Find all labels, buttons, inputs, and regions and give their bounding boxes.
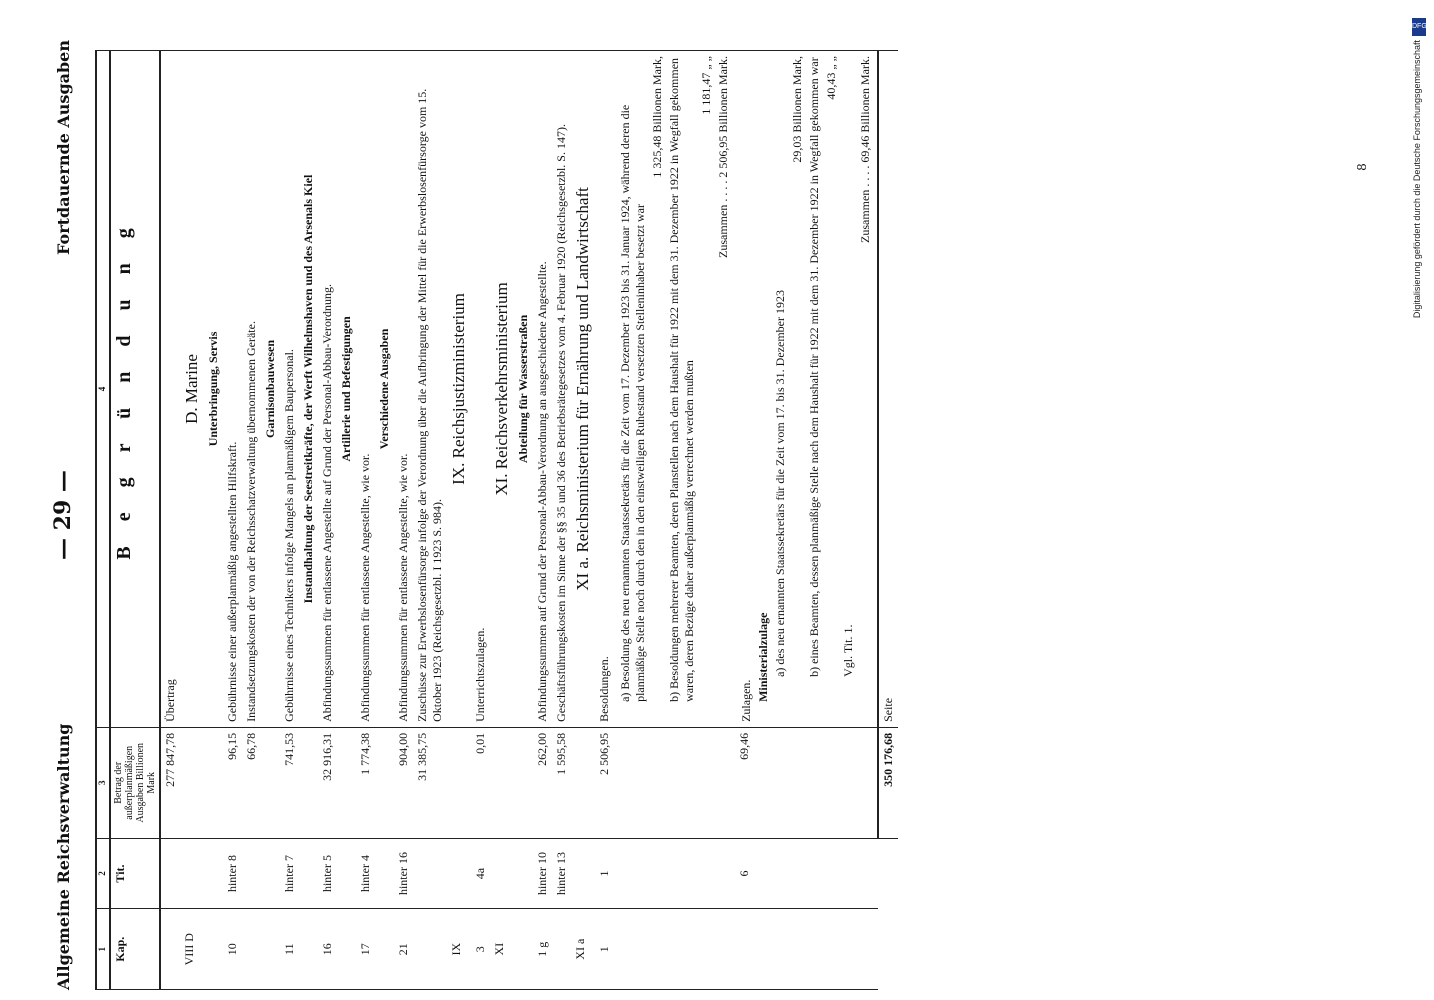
cell-tit: 1 [595, 838, 614, 909]
cell-betrag: 0,01 [471, 727, 490, 838]
cell-betrag: 262,00 [533, 727, 552, 838]
table-row [160, 51, 180, 990]
col-num-3: 3 [96, 727, 110, 838]
cell-betrag [299, 727, 318, 838]
cell-text: Verschiedene Ausgaben [375, 51, 394, 728]
cell-text: IX. Reichsjustizministerium [447, 51, 471, 728]
cell-kap [413, 909, 447, 990]
cell-betrag: 66,78 [242, 727, 261, 838]
cell-text: Artillerie und Befestigungen [337, 51, 356, 728]
cell-kap [160, 909, 180, 990]
cell-tit [337, 838, 356, 909]
cell-text: Abfindungssummen auf Grund der Personal-Abbau-Verordnung an ausgeschiedene Angestellte. [533, 51, 552, 728]
zulagen-subtitle: Ministerialzulage [756, 612, 770, 702]
cell-kap: XI [490, 909, 514, 990]
cell-kap: 1 [595, 909, 614, 990]
cell-kap: 16 [318, 909, 337, 990]
cell-tit [490, 838, 514, 909]
table-row [375, 51, 394, 990]
table-row [571, 51, 595, 990]
cell-tit: 4a [471, 838, 490, 909]
cell-kap: 10 [223, 909, 242, 990]
table-row [533, 51, 552, 990]
cell-betrag [514, 727, 533, 838]
cell-kap: XI a [571, 909, 595, 990]
cell-betrag: 277 847,78 [160, 727, 180, 838]
cell-betrag [261, 727, 280, 838]
cell-kap [375, 909, 394, 990]
cell-betrag [375, 727, 394, 838]
cell-text: XI a. Reichsministerium für Ernährung und Landwirtschaft [571, 51, 595, 728]
table-row [552, 51, 571, 990]
table-row [471, 51, 490, 990]
footer-total: 350 176,68 [878, 727, 898, 838]
cell-text: Abfindungssummen für entlassene Angestellte, wie vor. [356, 51, 375, 728]
besoldung-b-text: b) Besoldungen mehrerer Beamten, deren Planstellen nach dem Haushalt für 1922 mit dem 31. Dezember 1922 in Wegfall gekommen waren, deren Bezüge daher außerplanmäßig verrechnet werden mußten [667, 57, 696, 702]
header-left: Allgemeine Reichsverwaltung [54, 723, 73, 990]
footer-text: Seite [878, 51, 898, 728]
page-header [50, 10, 90, 990]
cell-betrag [337, 727, 356, 838]
cell-betrag: 2 506,95 [595, 727, 614, 838]
cell-betrag: 904,00 [394, 727, 413, 838]
cell-betrag [447, 727, 471, 838]
cell-tit [180, 838, 204, 909]
cell-tit: hinter 10 [533, 838, 552, 909]
zulagen-title: Zulagen. [739, 679, 753, 722]
cell-kap: 21 [394, 909, 413, 990]
table-row [299, 51, 318, 990]
cell-tit [413, 838, 447, 909]
cell-tit [514, 838, 533, 909]
besoldung-sum-amount: 2 506,95 Billionen Mark. [716, 56, 730, 178]
cell-kap [242, 909, 261, 990]
cell-betrag [571, 727, 595, 838]
zulagen-a-text: a) des neu ernannten Staatssekretärs für die Zeit vom 17. bis 31. Dezember 1923 [773, 290, 787, 677]
cell-text: Instandhaltung der Seestreitkräfte, der Werft Wilhelmshaven und des Arsenals Kiel [299, 51, 318, 728]
cell-tit [204, 838, 223, 909]
col-num-1: 1 [96, 909, 110, 990]
table-row [447, 51, 471, 990]
zulagen-sum-label: Zusammen [858, 189, 872, 243]
cell-tit [571, 838, 595, 909]
cell-betrag: 741,53 [280, 727, 299, 838]
cell-betrag: 96,15 [223, 727, 242, 838]
zulagen-sum-amount: 69,46 Billionen Mark. [858, 56, 872, 163]
cell-tit [447, 838, 471, 909]
cell-betrag [490, 727, 514, 838]
table-row [180, 51, 204, 990]
rotated-document [50, 10, 1390, 990]
cell-kap [514, 909, 533, 990]
cell-text: Gebührnisse einer außerplanmäßig angestellten Hilfskraft. [223, 51, 242, 728]
zulagen-b-text: b) eines Beamten, dessen planmäßige Stelle nach dem Haushalt für 1922 mit dem 31. Dezember 1922 in Wegfall gekommen war [807, 57, 821, 677]
side-note [1412, 10, 1428, 990]
table-row [356, 51, 375, 990]
budget-table: 1 2 3 4 Kap. Tit. Betrag der außerplanmäßigen Ausgaben Billionen Mark B e g r ü n d u n g 277 847,78 Übertrag VIII D D. Marine Unterbringung, Servis 10 hinter 8 96,15 Gebührnisse einer außerplanmäßig angestellten Hilfskraft. 66,78 Instandsetzungskosten der von der Reichsschatzverwaltung übernommenen Geräte. Garnisonbauwesen 11 hinter 7 741,53 Gebührnisse eines Technikers infolge Mangels an planmäßigem Baupersonal. Instandhaltung der Seestreitkräfte, der Werft Wilhelmshaven und des Arsenals Kiel 16 hinter 5 32 916,31 Abfindungssummen für entlassene Angestellte auf Grund der Personal-Abbau-Verordnung. Artillerie und Befestigungen 17 hinter 4 1 774,38 Abfindungssummen für entlassene Angestellte, wie vor. Verschiedene Ausgaben 21 hinter 16 904,00 Abfindungssummen für entlassene Angestellte, wie vor. 31 385,75 Zuschüsse zur Erwerbslosenfürsorge infolge der Verordnung über die Aufbringung der Mittel für die Erwerbslosenfürsorge vom 15. Oktober 1923 (Reichsgesetzbl. I 1923 S. 984). IX IX. Reichsjustizministerium 3 4a 0,01 Unterrichtszulagen. XI XI. Reichsverkehrsministerium Abteilung für Wasserstraßen 1 g hinter 10 262,00 Abfindungssummen auf Grund der Personal-Abbau-Verordnung an ausgeschiedene Angestellte. hinter 13 1 595,58 Geschäftsführungskosten im Sinne der §§ 35 und 36 des Betriebsrätegesetzes vom 4. Februar 1920 (Reichsgesetzbl. S. 147). XI a XI a. Reichsministerium für Ernährung und Landwirtschaft 1 1 2 506,95 Besoldungen. a) Besoldung des neu ernannten Staatssekretärs für die Zeit vom 17. Dezember 1923 bis 31. Januar 1924, während deren die planmäßige Stelle noch durch den in den einstweiligen Ruhestand versetzten Stelleninhaber besetzt war 1 325,48 Billionen Mark, b) Besoldungen mehrerer Beamten, deren Planstellen nach dem Haushalt für 1922 mit dem 31. Dezember 1922 in Wegfall gekommen waren, deren Bezüge daher außerplanmäßig verrechnet werden mußten 1 181,47 „ „ Zusammen . . . . 2 506,95 Billionen Mark. 6 69,46 Zulagen. Ministerialzulage a) des neu ernannten Staatssekretärs für die Zeit vom 17. bis 31. Dezember 1923 29,03 Billionen Mark, b) eines Beamten, dessen planmäßige Stelle nach dem Haushalt für 1922 mit dem 31. Dezember 1922 in Wegfall gekommen war 40,43 „ „ Vgl. Tit. 1. Zusammen . . . . 69,46 Billionen Mark. 350 176,68 Seite [95, 50, 898, 990]
cell-text: Geschäftsführungskosten im Sinne der §§ 35 und 36 des Betriebsrätegesetzes vom 4. Februar 1920 (Reichsgesetzbl. S. 147). [552, 51, 571, 728]
table-row [318, 51, 337, 990]
zulagen-b-amount: 40,43 „ „ [824, 56, 838, 100]
cell-tit [375, 838, 394, 909]
cell-tit: hinter 7 [280, 838, 299, 909]
table-row [490, 51, 514, 990]
col-header-begruendung: B e g r ü n d u n g [110, 51, 160, 728]
table-row [280, 51, 299, 990]
cell-kap [299, 909, 318, 990]
cell-text: Übertrag [160, 51, 180, 728]
cell-tit: hinter 5 [318, 838, 337, 909]
cell-text: Zuschüsse zur Erwerbslosenfürsorge infolge der Verordnung über die Aufbringung der Mittel für die Erwerbslosenfürsorge vom 15. Oktober 1923 (Reichsgesetzbl. I 1923 S. 984). [413, 51, 447, 728]
besoldung-a-text: a) Besoldung des neu ernannten Staatssekretärs für die Zeit vom 17. Dezember 1923 bis 31. Januar 1924, während deren die planmäßige Stelle noch durch den in den einstweiligen Ruhestand versetzten Stelleninhaber besetzt war [618, 104, 647, 702]
cell-kap: 3 [471, 909, 490, 990]
cell-kap [204, 909, 223, 990]
cell-kap: 11 [280, 909, 299, 990]
cell-kap [261, 909, 280, 990]
cell-text: Instandsetzungskosten der von der Reichsschatzverwaltung übernommenen Geräte. [242, 51, 261, 728]
cell-tit: hinter 8 [223, 838, 242, 909]
page-number: 8 [1354, 163, 1369, 171]
cell-tit: hinter 13 [552, 838, 571, 909]
cell-text: XI. Reichsverkehrsministerium [490, 51, 514, 728]
cell-text: Abfindungssummen für entlassene Angestellte auf Grund der Personal-Abbau-Verordnung. [318, 51, 337, 728]
zulagen-tit: 6 [735, 838, 878, 909]
table-row [394, 51, 413, 990]
col-header-betrag: Betrag der außerplanmäßigen Ausgaben Billionen Mark [110, 727, 160, 838]
cell-tit [242, 838, 261, 909]
col-num-2: 2 [96, 838, 110, 909]
cell-tit: hinter 4 [356, 838, 375, 909]
table-row [242, 51, 261, 990]
side-note-text: Digitalisierung gefördert durch die Deutsche Forschungsgemeinschaft [1412, 40, 1422, 319]
table-row [413, 51, 447, 990]
cell-betrag [204, 727, 223, 838]
cell-kap: VIII D [180, 909, 204, 990]
col-header-tit: Tit. [110, 838, 160, 909]
zulagen-betrag: 69,46 [735, 727, 878, 838]
cell-tit [261, 838, 280, 909]
besoldung-a-amount: 1 325,48 Billionen Mark, [650, 56, 664, 178]
besoldung-detail-row: a) Besoldung des neu ernannten Staatssekretärs für die Zeit vom 17. Dezember 1923 bis 31. Januar 1924, während deren die planmäßige Stelle noch durch den in den einstweiligen Ruhestand versetzten Stelleninhaber besetzt war 1 325,48 Billionen Mark, b) Besoldungen mehrerer Beamten, deren Planstellen nach dem Haushalt für 1922 mit dem 31. Dezember 1922 in Wegfall gekommen waren, deren Bezüge daher außerplanmäßig verrechnet werden mußten 1 181,47 „ „ Zusammen . . . . 2 506,95 Billionen Mark. [614, 51, 735, 990]
header-right: Fortdauernde Ausgaben [54, 40, 73, 255]
cell-text: D. Marine [180, 51, 204, 728]
cell-tit [160, 838, 180, 909]
col-header-kap: Kap. [110, 909, 160, 990]
cell-text: Abfindungssummen für entlassene Angestellte, wie vor. [394, 51, 413, 728]
cell-tit: hinter 16 [394, 838, 413, 909]
cell-kap: IX [447, 909, 471, 990]
cell-text: Besoldungen. [595, 51, 614, 728]
besoldung-sum-label: Zusammen [716, 204, 730, 258]
cell-betrag [180, 727, 204, 838]
zulagen-a-amount: 29,03 Billionen Mark, [790, 56, 804, 163]
table-row [261, 51, 280, 990]
cell-betrag: 31 385,75 [413, 727, 447, 838]
header-page-number: — 29 — [50, 470, 76, 560]
cell-kap [337, 909, 356, 990]
cell-text: Unterbringung, Servis [204, 51, 223, 728]
cell-text: Gebührnisse eines Technikers infolge Mangels an planmäßigem Baupersonal. [280, 51, 299, 728]
cell-text: Unterrichtszulagen. [471, 51, 490, 728]
cell-text: Garnisonbauwesen [261, 51, 280, 728]
table-row [204, 51, 223, 990]
cell-kap: 17 [356, 909, 375, 990]
zulagen-ref: Vgl. Tit. 1. [841, 624, 855, 677]
table-row [337, 51, 356, 990]
cell-kap: 1 g [533, 909, 552, 990]
cell-betrag: 1 774,38 [356, 727, 375, 838]
besoldung-b-amount: 1 181,47 „ „ [699, 56, 713, 115]
dfg-logo-icon: DFG [1412, 18, 1426, 36]
cell-tit [299, 838, 318, 909]
cell-betrag: 1 595,58 [552, 727, 571, 838]
table-row [595, 51, 614, 990]
cell-kap [552, 909, 571, 990]
table-body [160, 51, 735, 990]
table-row [514, 51, 533, 990]
cell-betrag: 32 916,31 [318, 727, 337, 838]
col-num-4: 4 [96, 51, 110, 728]
cell-text: Abteilung für Wasserstraßen [514, 51, 533, 728]
table-row [223, 51, 242, 990]
